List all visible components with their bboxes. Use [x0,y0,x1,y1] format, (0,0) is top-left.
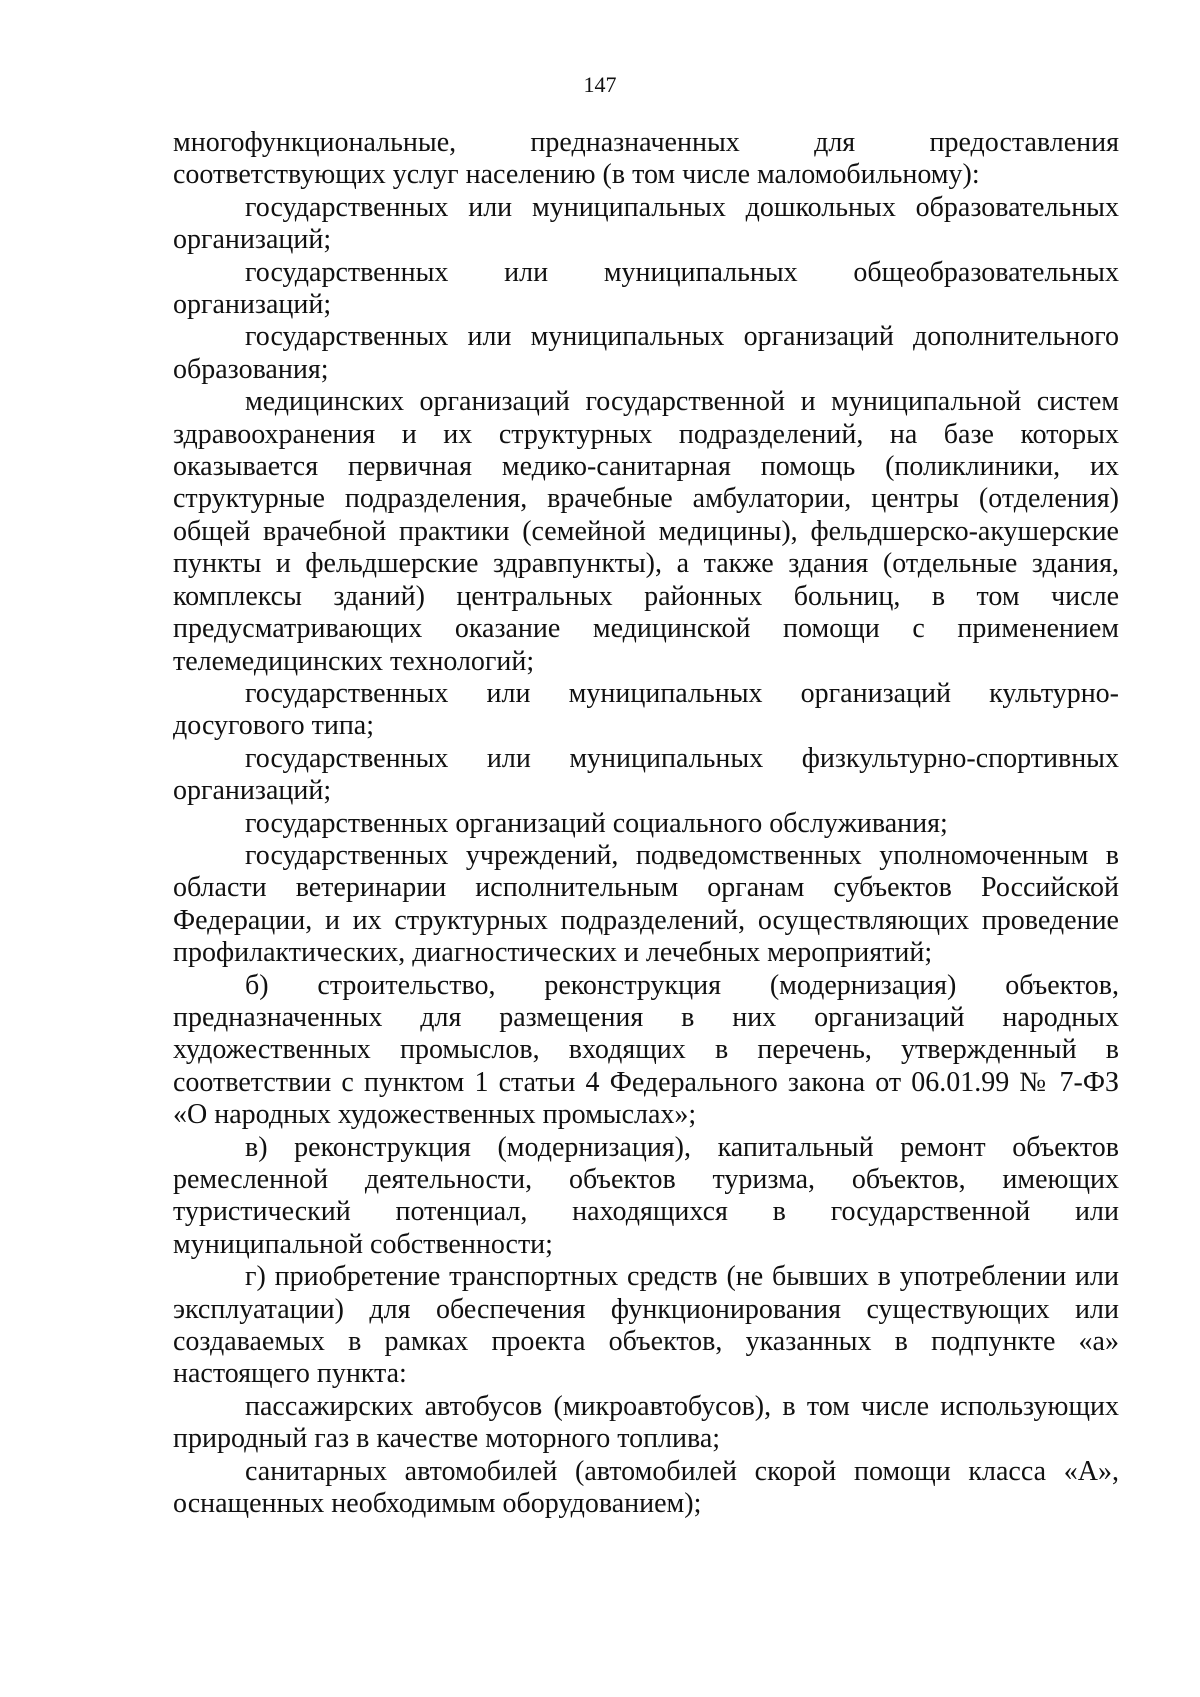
paragraph: санитарных автомобилей (автомобилей скорой помощи класса «А», оснащенных необходимым оборудованием); [173,1455,1119,1520]
paragraph: б) строительство, реконструкция (модернизация) объектов, предназначенных для размещения в них организаций народных художественных промыслов, входящих в перечень, утвержденный в соответствии с пунктом 1 статьи 4 Федерального закона от 06.01.99 № 7-ФЗ «О народных художественных промыслах»; [173,969,1119,1131]
paragraph: государственных организаций социального обслуживания; [245,807,948,839]
paragraph: государственных учреждений, подведомственных уполномоченным в области ветеринарии исполнительным органам субъектов Российской Федерации, и их структурных подразделений, осуществляющих проведение профилактических, диагностических и лечебных мероприятий; [173,839,1119,969]
paragraph: государственных или муниципальных дошкольных образовательных организаций; [173,191,1119,256]
paragraph: государственных или муниципальных общеобразовательных организаций; [173,256,1119,321]
paragraph: в) реконструкция (модернизация), капитальный ремонт объектов ремесленной деятельности, объектов туризма, объектов, имеющих туристический потенциал, находящихся в государственной или муниципальной собственности; [173,1131,1119,1260]
paragraph: государственных или муниципальных физкультурно-спортивных организаций; [173,742,1119,807]
paragraph: многофункциональные, предназначенных для предоставления соответствующих услуг населению (в том числе маломобильному): [173,127,1119,191]
page-number: 147 [583,72,617,97]
paragraph: государственных или муниципальных организаций культурно-досугового типа; [173,677,1119,742]
document-body [173,127,1119,1520]
paragraph: г) приобретение транспортных средств (не бывших в употреблении или эксплуатации) для обеспечения функционирования существующих или создаваемых в рамках проекта объектов, указанных в подпункте «а» настоящего пункта: [173,1261,1119,1390]
paragraph: пассажирских автобусов (микроавтобусов), в том числе использующих природный газ в качестве моторного топлива; [173,1390,1119,1455]
paragraph: государственных или муниципальных организаций дополнительного образования; [173,321,1119,385]
paragraph: медицинских организаций государственной и муниципальной систем здравоохранения и их структурных подразделений, на базе которых оказывается первичная медико-санитарная помощь (поликлиники, их структурные подразделения, врачебные амбулатории, центры (отделения) общей врачебной практики (семейной медицины), фельдшерско-акушерские пункты и фельдшерские здравпункты), а также здания (отдельные здания, комплексы зданий) центральных районных больниц, в том числе предусматривающих оказание медицинской помощи с применением телемедицинских технологий; [173,386,1119,677]
